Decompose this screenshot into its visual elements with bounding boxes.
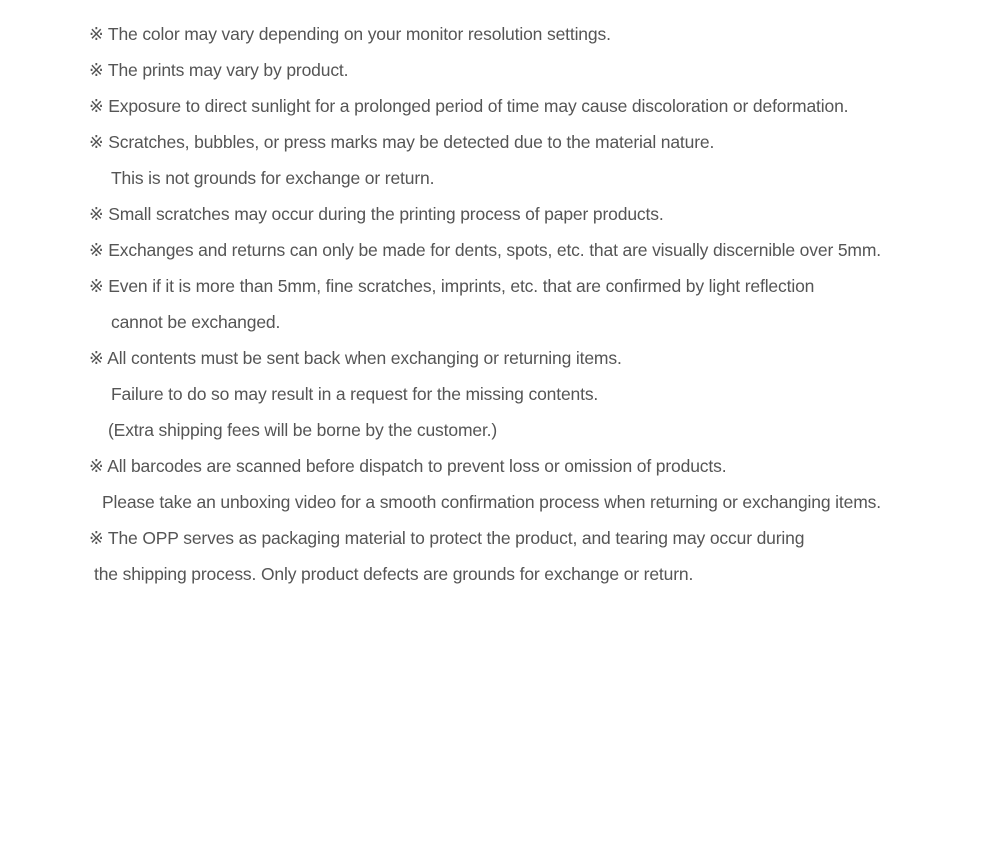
notice-line-scratches-bubbles: ※ Scratches, bubbles, or press marks may be detected due to the material nature.: [89, 132, 715, 152]
notice-line-shipping-process: the shipping process. Only product defects are grounds for exchange or return.: [94, 564, 694, 584]
notice-line-exchanges-5mm: ※ Exchanges and returns can only be made for dents, spots, etc. that are visually discernible over 5mm.: [89, 240, 881, 260]
notice-line-sunlight: ※ Exposure to direct sunlight for a prolonged period of time may cause discoloration or deformation.: [89, 96, 849, 116]
notice-line-failure-request: Failure to do so may result in a request for the missing contents.: [111, 384, 599, 404]
notice-line-prints-vary: ※ The prints may vary by product.: [89, 60, 349, 80]
notice-line-not-grounds: This is not grounds for exchange or return.: [111, 168, 435, 188]
notice-line-extra-shipping: (Extra shipping fees will be borne by the customer.): [108, 420, 498, 440]
notice-line-opp-packaging: ※ The OPP serves as packaging material to protect the product, and tearing may occur during: [89, 528, 805, 548]
notice-line-cannot-exchange: cannot be exchanged.: [111, 312, 281, 332]
notice-line-small-scratches: ※ Small scratches may occur during the printing process of paper products.: [89, 204, 664, 224]
notice-line-unboxing-video: Please take an unboxing video for a smooth confirmation process when returning or exchanging items.: [102, 492, 881, 512]
notice-line-barcodes: ※ All barcodes are scanned before dispatch to prevent loss or omission of products.: [89, 456, 727, 476]
notice-line-even-if-5mm: ※ Even if it is more than 5mm, fine scratches, imprints, etc. that are confirmed by light reflection: [89, 276, 815, 296]
notice-line-color-vary: ※ The color may vary depending on your monitor resolution settings.: [89, 24, 611, 44]
notice-line-all-contents: ※ All contents must be sent back when exchanging or returning items.: [89, 348, 622, 368]
